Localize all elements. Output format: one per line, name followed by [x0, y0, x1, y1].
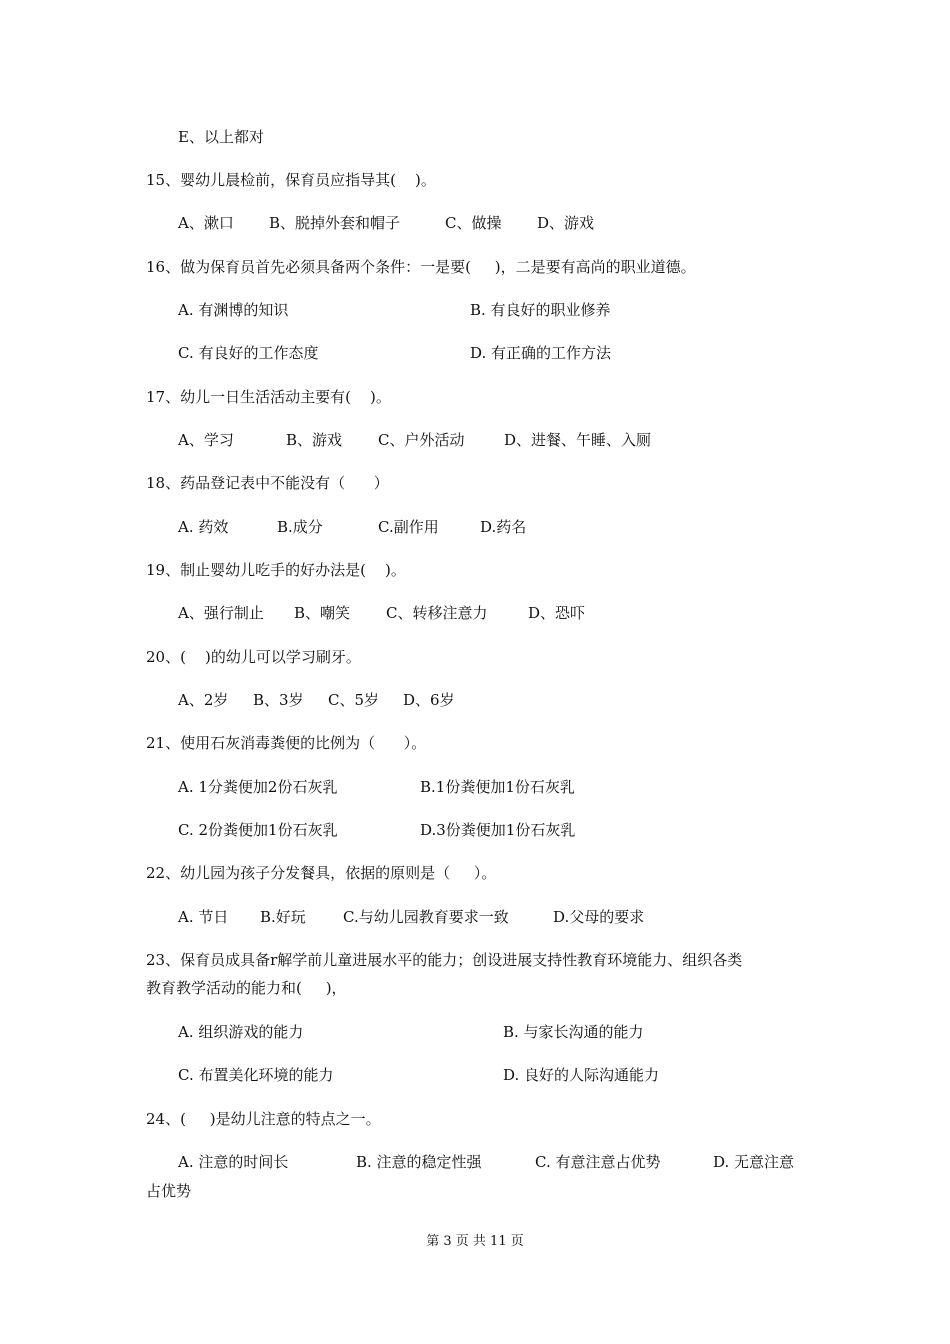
q21-option-c: C. 2份粪便加1份石灰乳 — [178, 821, 338, 839]
q23-option-b: B. 与家长沟通的能力 — [503, 1023, 644, 1041]
q19-option-b: B、嘲笑 — [294, 604, 351, 622]
option-e: E、以上都对 — [178, 128, 264, 146]
q21-option-b: B.1份粪便加1份石灰乳 — [420, 778, 575, 796]
question-17: 17、幼儿一日生活活动主要有( )。 — [146, 388, 391, 406]
q16-option-b: B. 有良好的职业修养 — [470, 301, 611, 319]
q15-option-a: A、漱口 — [178, 214, 234, 232]
q23-option-c: C. 布置美化环境的能力 — [178, 1066, 334, 1084]
q20-option-c: C、5岁 — [328, 691, 380, 709]
question-19: 19、制止婴幼儿吃手的好办法是( )。 — [146, 561, 406, 579]
q24-option-d-continuation: 占优势 — [146, 1182, 192, 1200]
q21-option-a: A. 1分粪便加2份石灰乳 — [178, 778, 338, 796]
q22-option-d: D.父母的要求 — [553, 908, 645, 926]
q18-option-b: B.成分 — [277, 518, 323, 536]
question-23-line-2: 教育教学活动的能力和( )， — [146, 979, 347, 997]
q18-option-a: A. 药效 — [178, 518, 229, 536]
q17-option-a: A、学习 — [178, 431, 234, 449]
q17-option-c: C、户外活动 — [378, 431, 465, 449]
q19-option-a: A、强行制止 — [178, 604, 264, 622]
q18-option-c: C.副作用 — [378, 518, 439, 536]
question-24: 24、( )是幼儿注意的特点之一。 — [146, 1110, 381, 1128]
q15-option-b: B、脱掉外套和帽子 — [269, 214, 401, 232]
question-15: 15、婴幼儿晨检前，保育员应指导其( )。 — [146, 171, 436, 189]
q15-option-c: C、做操 — [445, 214, 502, 232]
q17-option-b: B、游戏 — [286, 431, 343, 449]
question-20: 20、( )的幼儿可以学习刷牙。 — [146, 648, 361, 666]
question-18: 18、药品登记表中不能没有（ ） — [146, 474, 389, 492]
q24-option-a: A. 注意的时间长 — [178, 1153, 289, 1171]
page-number: 第 3 页 共 11 页 — [426, 1234, 524, 1249]
q16-option-d: D. 有正确的工作方法 — [470, 344, 612, 362]
q19-option-c: C、转移注意力 — [386, 604, 488, 622]
q17-option-d: D、进餐、午睡、入厕 — [504, 431, 652, 449]
q24-option-b: B. 注意的稳定性强 — [356, 1153, 482, 1171]
q24-option-d: D. 无意注意 — [713, 1153, 795, 1171]
q16-option-c: C. 有良好的工作态度 — [178, 344, 319, 362]
question-22: 22、幼儿园为孩子分发餐具，依据的原则是（ ）。 — [146, 864, 497, 882]
q23-option-d: D. 良好的人际沟通能力 — [503, 1066, 660, 1084]
q15-option-d: D、游戏 — [537, 214, 595, 232]
q19-option-d: D、恐吓 — [528, 604, 586, 622]
q22-option-a: A. 节日 — [178, 908, 229, 926]
question-21: 21、使用石灰消毒粪便的比例为（ ）。 — [146, 734, 427, 752]
q20-option-a: A、2岁 — [178, 691, 229, 709]
q18-option-d: D.药名 — [480, 518, 527, 536]
question-23-line-1: 23、保育员成具备r解学前儿童进展水平的能力；创设进展支持性教育环境能力、组织各类 — [146, 951, 743, 969]
q22-option-c: C.与幼儿园教育要求一致 — [343, 908, 509, 926]
question-16: 16、做为保育员首先必须具备两个条件：一是要( )，二是要有高尚的职业道德。 — [146, 258, 696, 276]
q23-option-a: A. 组织游戏的能力 — [178, 1023, 304, 1041]
q21-option-d: D.3份粪便加1份石灰乳 — [420, 821, 576, 839]
q24-option-c: C. 有意注意占优势 — [535, 1153, 661, 1171]
q20-option-b: B、3岁 — [253, 691, 304, 709]
q16-option-a: A. 有渊博的知识 — [178, 301, 289, 319]
q22-option-b: B.好玩 — [260, 908, 306, 926]
q20-option-d: D、6岁 — [403, 691, 455, 709]
